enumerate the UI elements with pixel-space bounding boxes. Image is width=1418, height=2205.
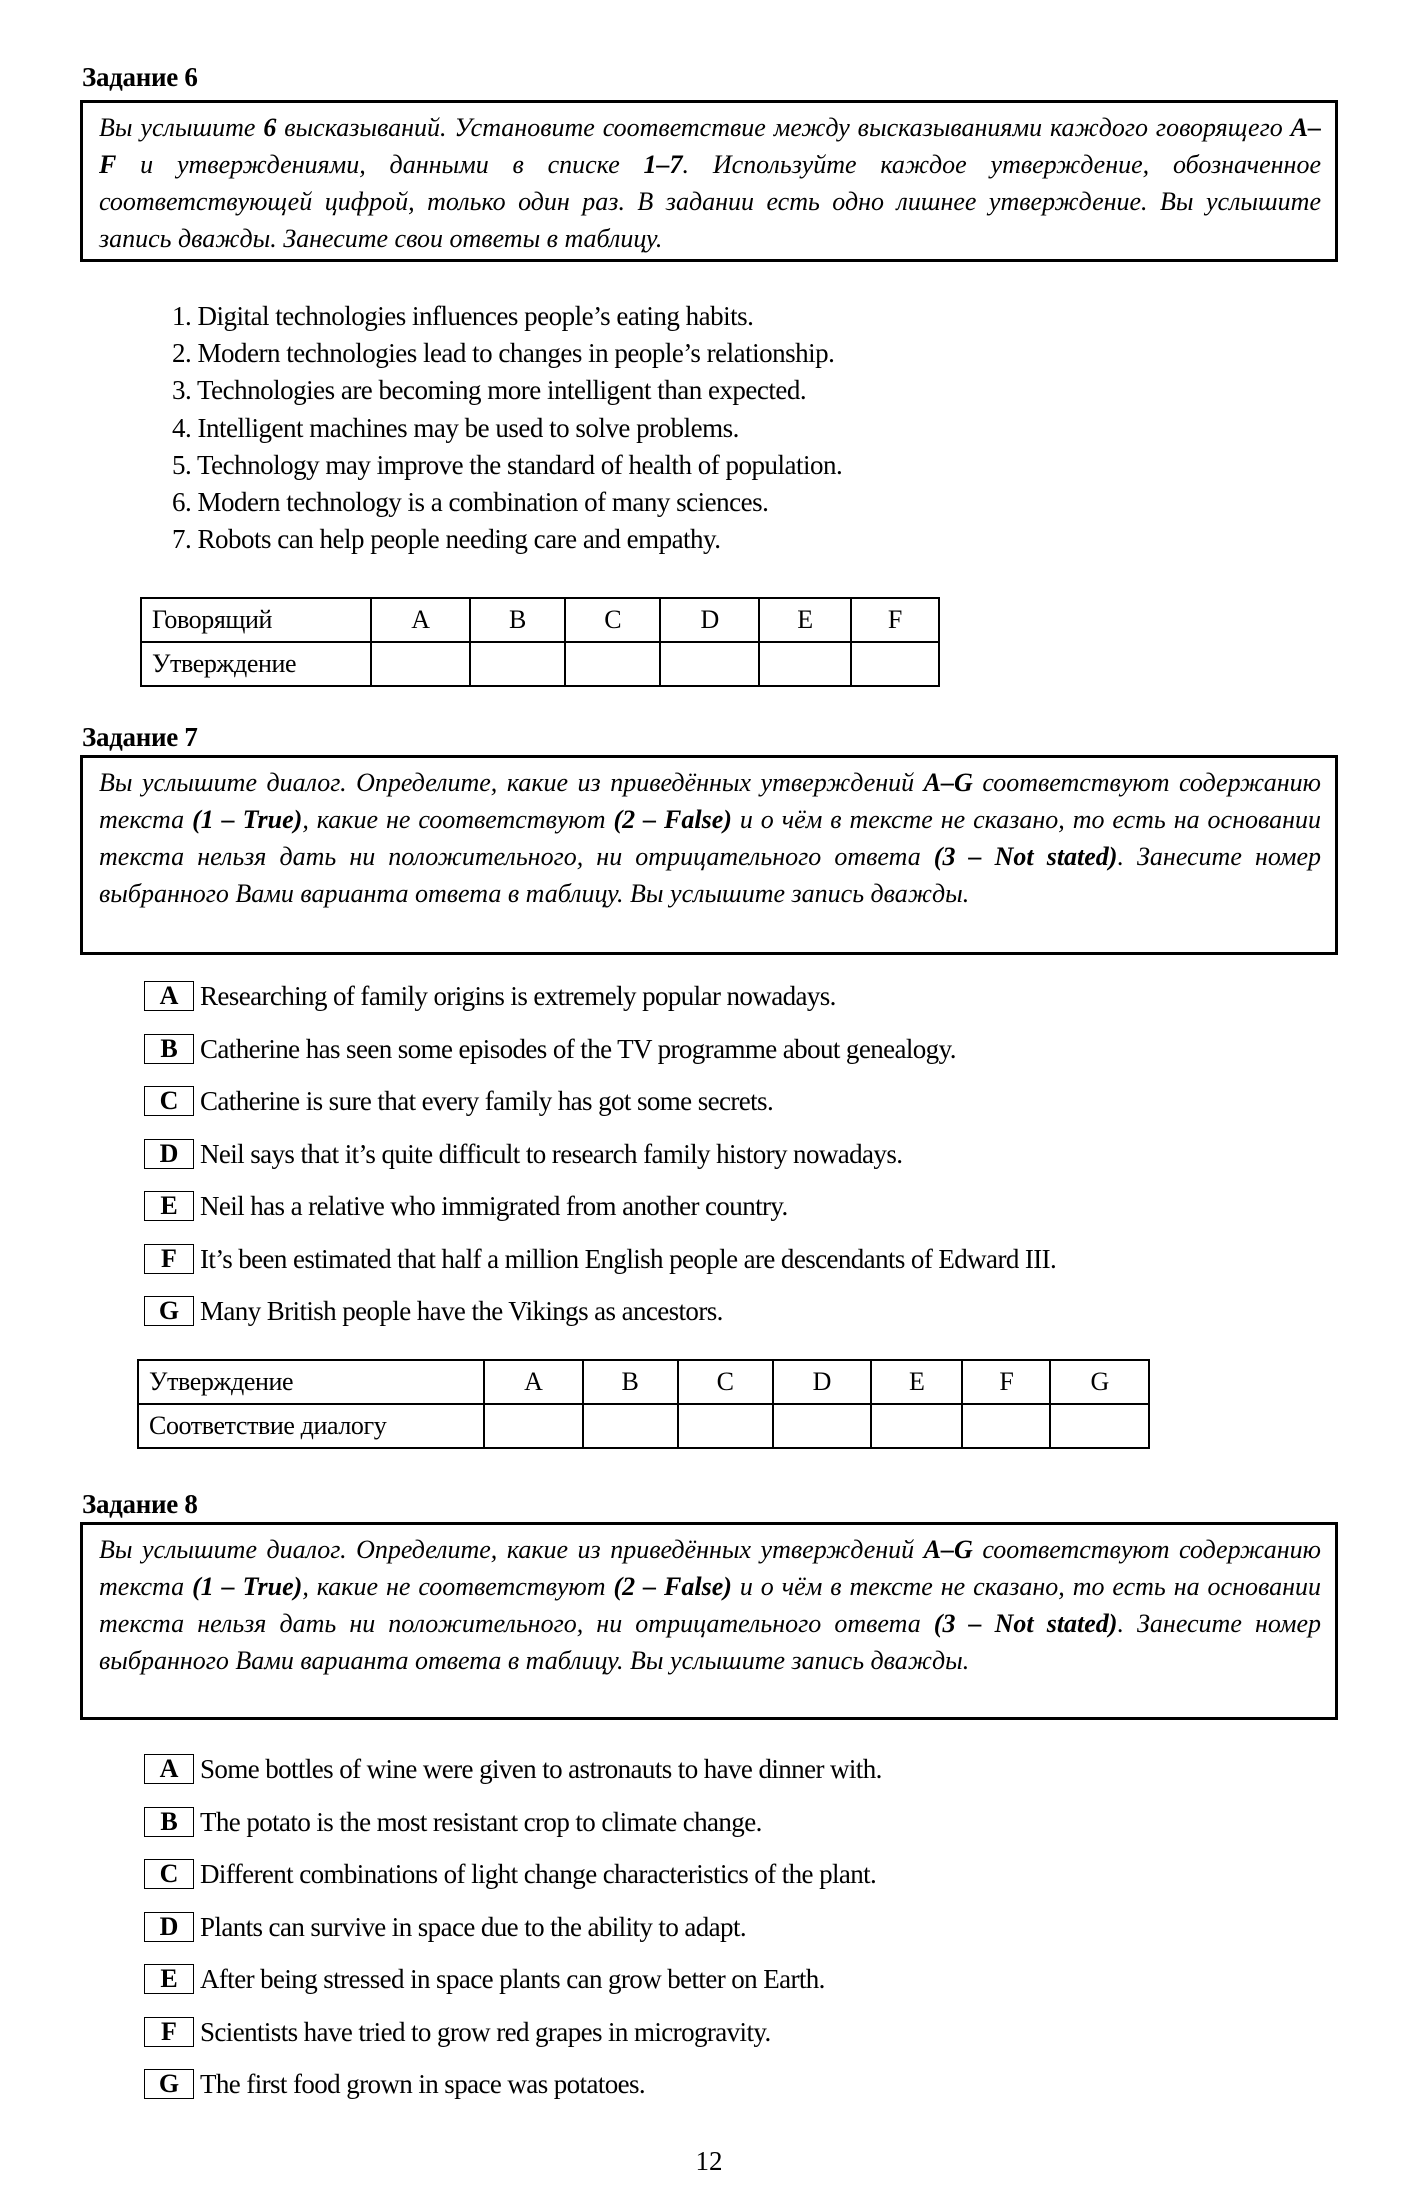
table-header-row	[138, 1360, 1149, 1404]
option-text: Plants can survive in space due to the ability to adapt.	[200, 1911, 747, 1942]
option-letter: E	[144, 1964, 194, 1994]
option-text: It’s been estimated that half a million English people are descendants of Edward III.	[200, 1243, 1057, 1274]
option-text: After being stressed in space plants can grow better on Earth.	[200, 1964, 825, 1994]
statement-item: 4. Intelligent machines may be used to solve problems.	[172, 412, 739, 443]
option-letter: A	[144, 1754, 194, 1784]
task8-instruction-box	[80, 1522, 1338, 1720]
option-text: Scientists have tried to grow red grapes in microgravity.	[200, 2016, 771, 2047]
statement-item: 5. Technology may improve the standard of health of population.	[172, 449, 843, 480]
option-item	[144, 1085, 773, 1117]
answer-cell[interactable]	[871, 1404, 962, 1448]
statement-item: 6. Modern technology is a combination of many sciences.	[172, 487, 769, 518]
answer-cell[interactable]	[565, 642, 660, 686]
answer-cell[interactable]	[678, 1404, 773, 1448]
option-item	[144, 2068, 645, 2100]
task8-instruction-text: Вы услышите диалог. Определите, какие из приведённых утверждений A–G соответствуют содержанию текста (1 – True), какие не соответствуют (2 – False) и о чём в тексте не сказано, то есть на основании текста нельзя дать ни положительного, ни отрицательного ответа (3 – Not stated). Занесите номер выбранного Вами варианта ответа в таблицу. Вы услышите запись дважды.	[99, 1535, 1322, 1675]
answer-cell[interactable]	[583, 1404, 678, 1448]
option-letter: A	[144, 981, 194, 1011]
answer-cell[interactable]	[371, 642, 470, 686]
option-letter: G	[144, 1296, 194, 1326]
task6-answer-table	[140, 597, 940, 687]
task6-instruction-box	[80, 100, 1338, 262]
column-header: E	[759, 598, 851, 642]
option-item	[144, 980, 836, 1012]
option-text: Catherine has seen some episodes of the TV programme about genealogy.	[200, 1033, 956, 1064]
answer-cell[interactable]	[470, 642, 565, 686]
option-item	[144, 1963, 825, 1995]
column-header: D	[773, 1360, 872, 1404]
option-text: Many British people have the Vikings as ancestors.	[200, 1296, 723, 1326]
option-text: The first food grown in space was potatoes.	[200, 2069, 646, 2099]
option-letter: B	[144, 1807, 194, 1837]
answer-cell[interactable]	[1050, 1404, 1149, 1448]
option-item	[144, 1295, 723, 1327]
column-header: A	[484, 1360, 583, 1404]
column-header: B	[583, 1360, 678, 1404]
task7-heading: Задание 7	[82, 722, 198, 752]
page-number: 12	[695, 2146, 723, 2176]
task6-statement-list	[172, 298, 842, 558]
column-header: B	[470, 598, 565, 642]
option-text: Different combinations of light change characteristics of the plant.	[200, 1859, 877, 1889]
table-header-row	[141, 598, 939, 642]
option-letter: F	[144, 2017, 194, 2047]
task7-instruction-text: Вы услышите диалог. Определите, какие из приведённых утверждений A–G соответствуют содержанию текста (1 – True), какие не соответствуют (2 – False) и о чём в тексте не сказано, то есть на основании текста нельзя дать ни положительного, ни отрицательного ответа (3 – Not stated). Занесите номер выбранного Вами варианта ответа в таблицу. Вы услышите запись дважды.	[99, 768, 1322, 908]
answer-cell[interactable]	[962, 1404, 1050, 1448]
column-header: D	[660, 598, 759, 642]
option-item	[144, 1243, 1056, 1275]
table-row	[138, 1404, 1149, 1448]
option-item	[144, 1033, 956, 1065]
task7-answer-table	[137, 1359, 1150, 1449]
answer-cell[interactable]	[773, 1404, 872, 1448]
column-header: F	[851, 598, 939, 642]
option-item	[144, 1190, 788, 1222]
option-text: Neil has a relative who immigrated from another country.	[200, 1191, 788, 1221]
row-label: Утверждение	[141, 642, 371, 686]
option-letter: G	[144, 2069, 194, 2099]
row-label: Говорящий	[141, 598, 371, 642]
task8-heading: Задание 8	[82, 1489, 198, 1519]
answer-cell[interactable]	[759, 642, 851, 686]
statement-item: 7. Robots can help people needing care and empathy.	[172, 524, 721, 555]
option-item	[144, 1858, 876, 1890]
option-text: Catherine is sure that every family has got some secrets.	[200, 1086, 774, 1116]
table-row	[141, 642, 939, 686]
column-header: C	[678, 1360, 773, 1404]
option-item	[144, 1806, 762, 1838]
statement-item: 3. Technologies are becoming more intelligent than expected.	[172, 375, 807, 406]
option-letter: B	[144, 1034, 194, 1064]
option-letter: C	[144, 1859, 194, 1889]
option-text: The potato is the most resistant crop to climate change.	[200, 1806, 762, 1837]
answer-cell[interactable]	[484, 1404, 583, 1448]
row-label: Соответствие диалогу	[138, 1404, 484, 1448]
answer-cell[interactable]	[851, 642, 939, 686]
option-letter: E	[144, 1191, 194, 1221]
option-item	[144, 2016, 771, 2048]
row-label: Утверждение	[138, 1360, 484, 1404]
statement-item: 2. Modern technologies lead to changes in people’s relationship.	[172, 338, 835, 369]
option-item	[144, 1138, 902, 1170]
option-text: Researching of family origins is extremely popular nowadays.	[200, 981, 836, 1011]
statement-item: 1. Digital technologies influences people’s eating habits.	[172, 301, 754, 331]
task7-instruction-box	[80, 755, 1338, 955]
column-header: A	[371, 598, 470, 642]
option-item	[144, 1911, 746, 1943]
option-letter: F	[144, 1244, 194, 1274]
option-text: Neil says that it’s quite difficult to research family history nowadays.	[200, 1138, 903, 1169]
option-text: Some bottles of wine were given to astronauts to have dinner with.	[200, 1754, 882, 1784]
task6-heading: Задание 6	[82, 62, 198, 92]
column-header: E	[871, 1360, 962, 1404]
column-header: C	[565, 598, 660, 642]
option-letter: C	[144, 1086, 194, 1116]
column-header: G	[1050, 1360, 1149, 1404]
answer-cell[interactable]	[660, 642, 759, 686]
column-header: F	[962, 1360, 1050, 1404]
option-item	[144, 1753, 882, 1785]
option-letter: D	[144, 1139, 194, 1169]
option-letter: D	[144, 1912, 194, 1942]
task6-instruction-text: Вы услышите 6 высказываний. Установите соответствие между высказываниями каждого говорящего A–F и утверждениями, данными в списке 1–7. Используйте каждое утверждение, обозначенное соответствующей цифрой, только один раз. В задании есть одно лишнее утверждение. Вы услышите запись дважды. Занесите свои ответы в таблицу.	[99, 113, 1321, 253]
